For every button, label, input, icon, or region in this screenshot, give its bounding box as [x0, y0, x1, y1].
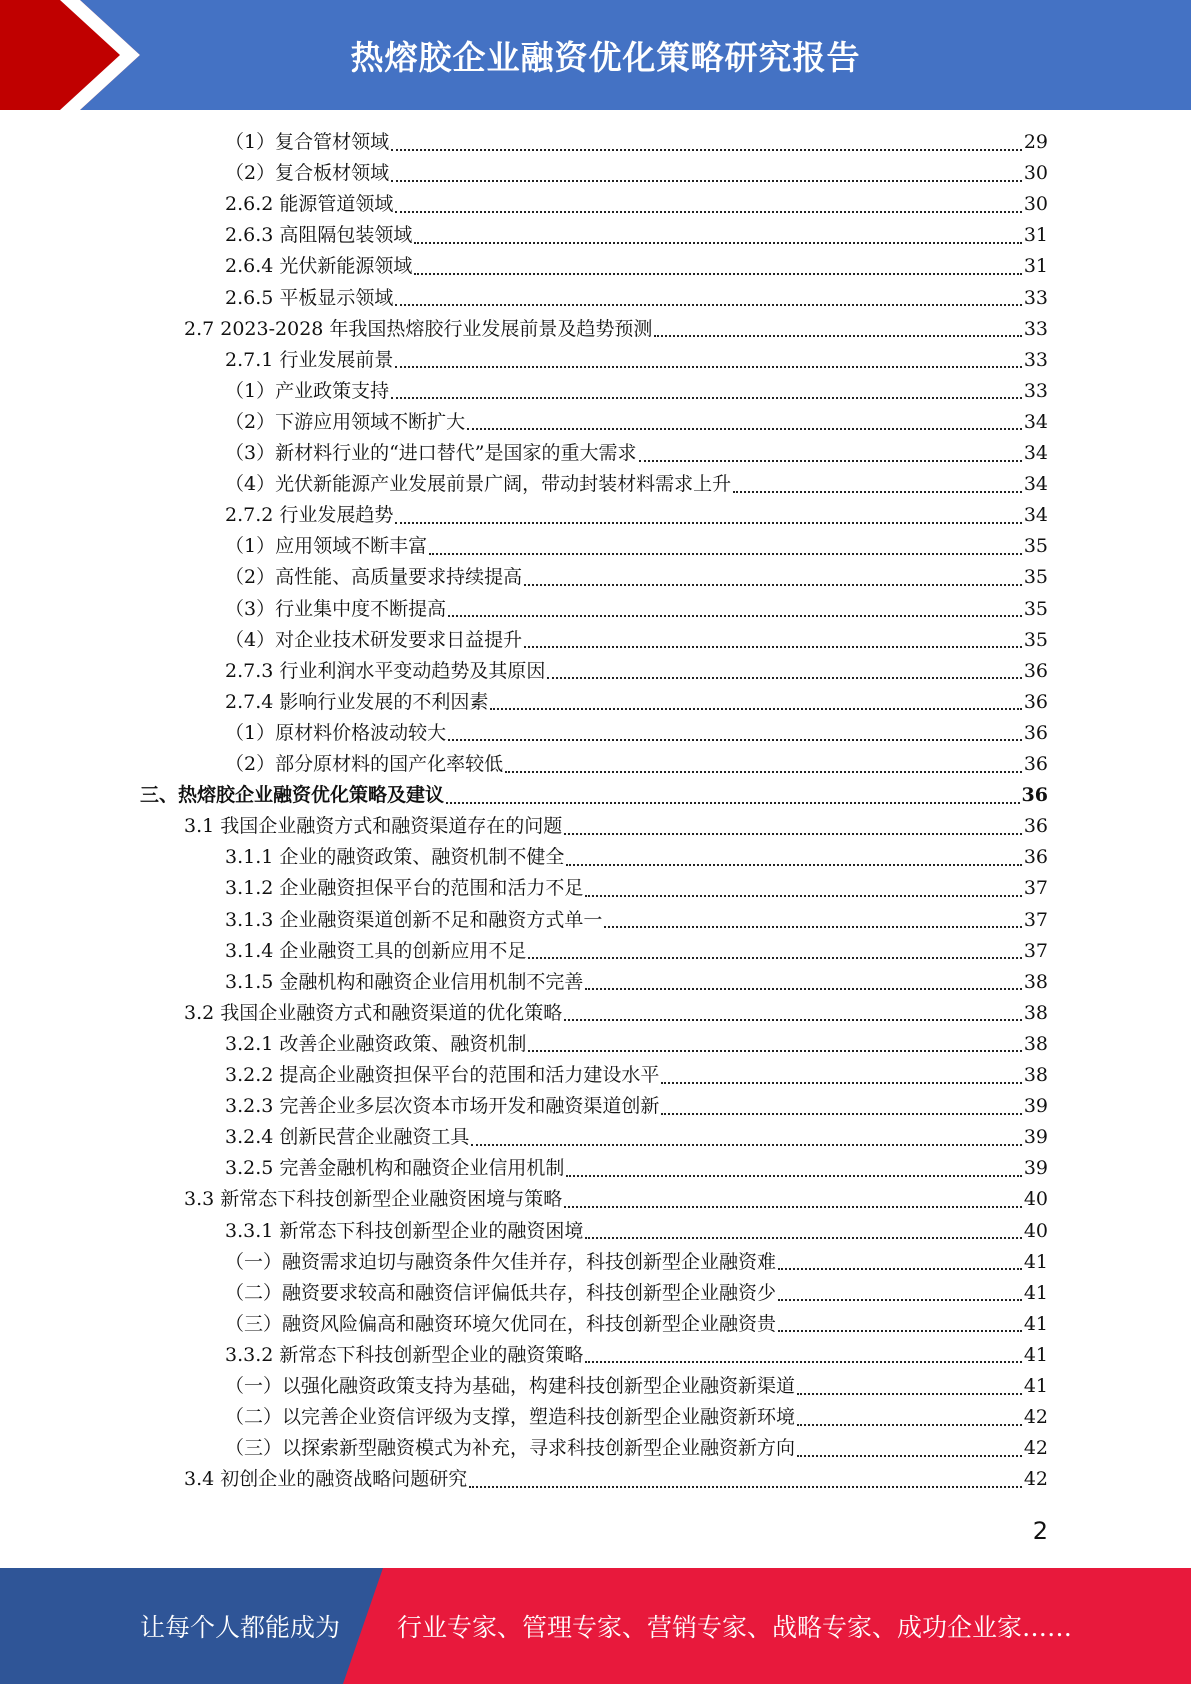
- toc-dot-leader: [566, 1175, 1021, 1177]
- toc-entry-page: 34: [1023, 442, 1048, 464]
- toc-dot-leader: [414, 242, 1021, 244]
- toc-entry-page: 29: [1023, 131, 1048, 153]
- toc-entry[interactable]: [225, 873, 1048, 904]
- toc-entry-page: 38: [1023, 1001, 1048, 1024]
- toc-entry-title: 3.1.3 企业融资渠道创新不足和融资方式单一: [225, 908, 603, 931]
- toc-dot-leader: [528, 957, 1021, 959]
- toc-entry[interactable]: [184, 1464, 1048, 1495]
- toc-entry-page: 41: [1023, 1250, 1048, 1273]
- toc-entry[interactable]: [225, 283, 1048, 314]
- toc-entry[interactable]: [184, 1184, 1048, 1215]
- toc-entry-title: （2）下游应用领域不断扩大: [225, 410, 466, 433]
- toc-dot-leader: [391, 149, 1022, 151]
- toc-entry-page: 33: [1023, 348, 1048, 371]
- page-header: [0, 0, 1191, 110]
- toc-entry-page: 36: [1023, 815, 1048, 838]
- toc-dot-leader: [391, 180, 1022, 182]
- toc-entry-title: 2.7.4 影响行业发展的不利因素: [225, 690, 489, 713]
- toc-entry[interactable]: [225, 842, 1048, 873]
- toc-entry-page: 33: [1023, 286, 1048, 309]
- toc-dot-leader: [547, 677, 1021, 679]
- toc-dot-leader: [585, 1237, 1021, 1239]
- toc-dot-leader: [448, 615, 1022, 617]
- toc-dot-leader: [585, 895, 1021, 897]
- toc-entry-title: 3.3 新常态下科技创新型企业融资困境与策略: [184, 1188, 563, 1211]
- toc-entry[interactable]: [225, 1247, 1048, 1278]
- toc-entry-title: （一）融资需求迫切与融资条件欠佳并存，科技创新型企业融资难: [225, 1250, 777, 1273]
- toc-dot-leader: [490, 708, 1021, 710]
- toc-entry-page: 36: [1023, 846, 1048, 869]
- toc-dot-leader: [564, 1019, 1022, 1021]
- toc-entry-title: 3.2.5 完善金融机构和融资企业信用机制: [225, 1157, 565, 1180]
- toc-entry-title: 3.2.3 完善企业多层次资本市场开发和融资渠道创新: [225, 1095, 660, 1118]
- toc-entry-title: 3.1.5 金融机构和融资企业信用机制不完善: [225, 970, 584, 993]
- toc-entry-page: 40: [1023, 1219, 1048, 1242]
- toc-entry[interactable]: [225, 127, 1048, 158]
- toc-dot-leader: [505, 771, 1022, 773]
- toc-entry-page: 30: [1023, 162, 1048, 185]
- toc-entry[interactable]: [225, 1309, 1048, 1340]
- toc-entry-page: 34: [1023, 410, 1048, 433]
- toc-entry[interactable]: [225, 500, 1048, 531]
- toc-entry-title: （2）部分原材料的国产化率较低: [225, 753, 504, 775]
- toc-entry[interactable]: [225, 531, 1048, 562]
- toc-entry[interactable]: [184, 811, 1048, 842]
- toc-dot-leader: [524, 584, 1022, 586]
- toc-dot-leader: [391, 397, 1022, 399]
- toc-dot-leader: [429, 553, 1022, 555]
- toc-entry-title: 2.7 2023-2028 年我国热熔胶行业发展前景及趋势预测: [184, 317, 653, 340]
- toc-entry-title: 三、热熔胶企业融资优化策略及建议: [140, 784, 445, 807]
- toc-entry-page: 42: [1023, 1437, 1048, 1460]
- toc-dot-leader: [395, 522, 1021, 524]
- toc-entry-page: 37: [1023, 939, 1048, 962]
- toc-entry-page: 34: [1023, 504, 1048, 527]
- toc-dot-leader: [585, 1361, 1021, 1363]
- toc-entry-page: 41: [1023, 1312, 1048, 1335]
- toc-dot-leader: [778, 1268, 1022, 1270]
- toc-entry-title: 2.6.4 光伏新能源领域: [225, 255, 413, 278]
- toc-entry-title: （3）新材料行业的“进口替代”是国家的重大需求: [225, 442, 637, 464]
- toc-entry-page: 41: [1023, 1375, 1048, 1397]
- toc-dot-leader: [797, 1393, 1022, 1395]
- toc-entry[interactable]: [225, 376, 1048, 407]
- toc-dot-leader: [528, 1050, 1021, 1052]
- toc-entry-page: 42: [1023, 1406, 1048, 1429]
- toc-entry-title: 3.3.2 新常态下科技创新型企业的融资策略: [225, 1343, 584, 1366]
- toc-entry-title: （1）应用领域不断丰富: [225, 535, 428, 558]
- toc-entry-title: 3.2 我国企业融资方式和融资渠道的优化策略: [184, 1001, 563, 1024]
- toc-entry-title: 3.1.4 企业融资工具的创新应用不足: [225, 939, 527, 962]
- toc-entry-title: 2.6.5 平板显示领域: [225, 286, 394, 309]
- toc-entry-title: 2.6.2 能源管道领域: [225, 193, 394, 216]
- toc-dot-leader: [564, 833, 1022, 835]
- report-title: 热熔胶企业融资优化策略研究报告: [350, 37, 861, 77]
- toc-entry-title: 2.7.1 行业发展前景: [225, 348, 394, 371]
- toc-entry[interactable]: [225, 158, 1048, 189]
- toc-entry[interactable]: [225, 345, 1048, 376]
- toc-entry-page: 41: [1023, 1281, 1048, 1304]
- toc-dot-leader: [566, 864, 1021, 866]
- toc-entry-title: 3.3.1 新常态下科技创新型企业的融资困境: [225, 1219, 584, 1242]
- toc-dot-leader: [448, 739, 1022, 741]
- toc-entry-title: 3.2.2 提高企业融资担保平台的范围和活力建设水平: [225, 1064, 660, 1086]
- toc-entry-title: 3.2.1 改善企业融资政策、融资机制: [225, 1032, 527, 1055]
- toc-entry-page: 35: [1023, 566, 1048, 589]
- toc-entry[interactable]: [225, 1060, 1048, 1091]
- toc-dot-leader: [395, 366, 1021, 368]
- toc-dot-leader: [395, 304, 1021, 306]
- toc-entry-page: 36: [1021, 784, 1048, 807]
- toc-dot-leader: [661, 1082, 1021, 1084]
- page-footer: [0, 1568, 1191, 1684]
- toc-dot-leader: [414, 273, 1021, 275]
- toc-entry-title: 3.2.4 创新民营企业融资工具: [225, 1126, 470, 1149]
- toc-entry[interactable]: [225, 1153, 1048, 1184]
- toc-entry[interactable]: [140, 780, 1048, 811]
- toc-entry-title: 2.7.2 行业发展趋势: [225, 504, 394, 527]
- toc-dot-leader: [471, 1144, 1021, 1146]
- toc-entry-page: 37: [1023, 877, 1048, 900]
- toc-dot-leader: [797, 1455, 1022, 1457]
- toc-entry-title: （三）以探索新型融资模式为补充，寻求科技创新型企业融资新方向: [225, 1437, 796, 1460]
- toc-entry[interactable]: [225, 905, 1048, 936]
- toc-entry-title: （2）复合板材领域: [225, 162, 390, 185]
- toc-entry[interactable]: [225, 625, 1048, 656]
- toc-entry[interactable]: [225, 220, 1048, 251]
- toc-entry-title: 3.1.2 企业融资担保平台的范围和活力不足: [225, 877, 584, 900]
- toc-entry[interactable]: [225, 967, 1048, 998]
- toc-entry[interactable]: [184, 314, 1048, 345]
- toc-entry[interactable]: [225, 1029, 1048, 1060]
- toc-entry[interactable]: [225, 749, 1048, 780]
- toc-entry[interactable]: [225, 1402, 1048, 1433]
- toc-entry-title: （2）高性能、高质量要求持续提高: [225, 566, 523, 589]
- toc-entry-title: （1）复合管材领域: [225, 131, 390, 153]
- toc-entry[interactable]: [225, 687, 1048, 718]
- toc-entry-page: 38: [1023, 970, 1048, 993]
- toc-entry-title: （1）产业政策支持: [225, 379, 390, 402]
- toc-entry-page: 36: [1023, 690, 1048, 713]
- toc-entry-page: 36: [1023, 659, 1048, 682]
- toc-entry-page: 30: [1023, 193, 1048, 216]
- toc-dot-leader: [778, 1299, 1022, 1301]
- toc-entry-page: 39: [1023, 1126, 1048, 1149]
- toc-entry-page: 33: [1023, 379, 1048, 402]
- toc-entry-page: 31: [1023, 224, 1048, 247]
- toc-entry-title: （4）对企业技术研发要求日益提升: [225, 628, 523, 651]
- toc-dot-leader: [733, 491, 1022, 493]
- page-number: 2: [1032, 1517, 1048, 1545]
- toc-dot-leader: [654, 335, 1021, 337]
- toc-entry-title: （三）融资风险偏高和融资环境欠优同在，科技创新型企业融资贵: [225, 1312, 777, 1335]
- toc-entry-title: （4）光伏新能源产业发展前景广阔，带动封装材料需求上升: [225, 473, 732, 496]
- toc-entry-page: 34: [1023, 473, 1048, 496]
- toc-entry-title: 2.6.3 高阻隔包装领域: [225, 224, 413, 247]
- toc-entry-title: （1）原材料价格波动较大: [225, 721, 447, 744]
- toc-entry[interactable]: [184, 998, 1048, 1029]
- toc-dot-leader: [395, 211, 1021, 213]
- toc-dot-leader: [778, 1330, 1022, 1332]
- toc-entry[interactable]: [225, 656, 1048, 687]
- toc-entry[interactable]: [225, 718, 1048, 749]
- toc-entry-page: 40: [1023, 1188, 1048, 1211]
- toc-entry-page: 42: [1023, 1468, 1048, 1491]
- footer-slogan-left: 让每个人都能成为: [140, 1613, 341, 1642]
- toc-dot-leader: [585, 988, 1021, 990]
- toc-entry-page: 33: [1023, 317, 1048, 340]
- toc-entry[interactable]: [225, 1216, 1048, 1247]
- header-red-arrow-decoration: [0, 0, 150, 110]
- toc-entry[interactable]: [225, 251, 1048, 282]
- toc-entry-page: 39: [1023, 1095, 1048, 1118]
- toc-entry-page: 35: [1023, 628, 1048, 651]
- toc-entry-title: （二）以完善企业资信评级为支撑，塑造科技创新型企业融资新环境: [225, 1406, 796, 1429]
- toc-entry[interactable]: [225, 189, 1048, 220]
- toc-entry-title: 3.1.1 企业的融资政策、融资机制不健全: [225, 846, 565, 869]
- toc-dot-leader: [467, 428, 1022, 430]
- toc-entry-page: 36: [1023, 721, 1048, 744]
- toc-entry-page: 37: [1023, 908, 1048, 931]
- toc-entry-page: 39: [1023, 1157, 1048, 1180]
- toc-entry-title: （3）行业集中度不断提高: [225, 597, 447, 620]
- toc-entry[interactable]: [225, 936, 1048, 967]
- toc-entry[interactable]: [225, 1340, 1048, 1371]
- toc-entry-title: 3.1 我国企业融资方式和融资渠道存在的问题: [184, 815, 563, 838]
- toc-dot-leader: [469, 1486, 1022, 1488]
- toc-entry[interactable]: [225, 1433, 1048, 1464]
- toc-entry[interactable]: [225, 562, 1048, 593]
- toc-dot-leader: [604, 926, 1021, 928]
- toc-entry[interactable]: [225, 438, 1048, 469]
- toc-entry[interactable]: [225, 1278, 1048, 1309]
- toc-dot-leader: [524, 646, 1022, 648]
- toc-entry-page: 38: [1023, 1064, 1048, 1086]
- toc-entry-page: 35: [1023, 535, 1048, 558]
- toc-entry[interactable]: [225, 1122, 1048, 1153]
- toc-entry-title: 2.7.3 行业利润水平变动趋势及其原因: [225, 659, 546, 682]
- toc-entry[interactable]: [225, 594, 1048, 625]
- toc-entry-title: 3.4 初创企业的融资战略问题研究: [184, 1468, 468, 1491]
- toc-entry[interactable]: [225, 407, 1048, 438]
- toc-entry-title: （一）以强化融资政策支持为基础，构建科技创新型企业融资新渠道: [225, 1375, 796, 1397]
- toc-dot-leader: [661, 1113, 1021, 1115]
- toc-entry[interactable]: [225, 1091, 1048, 1122]
- toc-dot-leader: [639, 460, 1022, 462]
- toc-entry-page: 31: [1023, 255, 1048, 278]
- toc-dot-leader: [446, 802, 1020, 804]
- toc-entry[interactable]: [225, 469, 1048, 500]
- toc-entry-page: 35: [1023, 597, 1048, 620]
- toc-entry-page: 41: [1023, 1343, 1048, 1366]
- toc-entry-title: （二）融资要求较高和融资信评偏低共存，科技创新型企业融资少: [225, 1281, 777, 1304]
- toc-entry-page: 38: [1023, 1032, 1048, 1055]
- footer-slogan-right: 行业专家、管理专家、营销专家、战略专家、成功企业家……: [397, 1613, 1073, 1642]
- toc-dot-leader: [564, 1206, 1022, 1208]
- toc-dot-leader: [797, 1424, 1022, 1426]
- toc-entry-page: 36: [1023, 753, 1048, 775]
- toc-entry[interactable]: [225, 1371, 1048, 1402]
